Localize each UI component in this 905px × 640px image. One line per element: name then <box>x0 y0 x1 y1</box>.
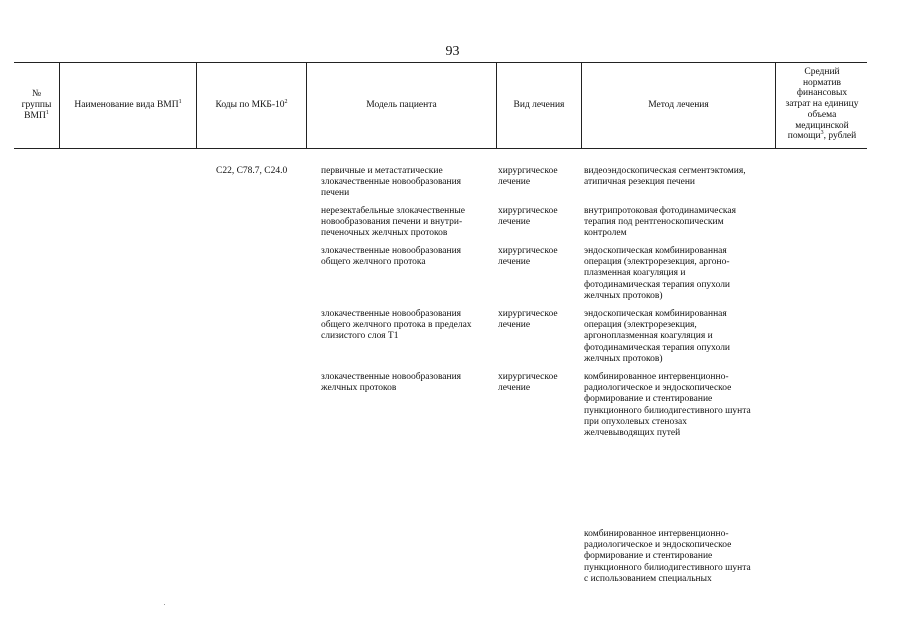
row-4-treatment-method: эндоскопическая комбинированная операция (электрорезекция, аргоноплазменная коагуляция и фотодинамическая терапия опухоли желчных протоков) <box>584 309 731 364</box>
header-icd-codes-text: Коды по МКБ-10 <box>215 100 285 110</box>
row-1-patient-model: первичные и метастатические злокачественные новообразования печени <box>321 166 462 199</box>
icd-codes-value: C22, C78.7, C24.0 <box>216 166 288 176</box>
row-4-patient-model: злокачественные новообразования общего желчного протока в пределах слизистого слоя T1 <box>321 309 472 342</box>
header-group-number-line1: № <box>31 89 42 99</box>
row-2-treatment-type: хирургическое лечение <box>498 206 558 228</box>
header-cost-norm-footnote: 3 <box>820 130 824 137</box>
header-vmp-name <box>60 63 196 148</box>
header-vmp-name-footnote: 1 <box>178 98 182 105</box>
row-2-patient-model: нерезектабельные злокачественные новообразования печени и внутри- печеночных желчных протоков <box>321 206 465 239</box>
scan-speck <box>164 604 165 605</box>
header-group-number-line2: группы <box>21 100 52 110</box>
header-treatment-method <box>582 63 775 148</box>
row-2-treatment-method: внутрипротоковая фотодинамическая терапия под рентгеноскопическим контролем <box>584 206 736 239</box>
row-1-treatment-type: хирургическое лечение <box>498 166 558 188</box>
header-cost-norm-text: Средний норматив финансовых затрат на единицу объема медицинской помощи <box>785 66 859 142</box>
row-3-treatment-type: хирургическое лечение <box>498 246 558 268</box>
row-3-patient-model: злокачественные новообразования общего желчного протока <box>321 246 462 268</box>
header-icd-codes <box>197 63 306 148</box>
header-group-number-line3: ВМП <box>24 111 46 121</box>
row-4-treatment-type: хирургическое лечение <box>498 309 558 331</box>
row-5-treatment-method: комбинированное интервенционно- радиологическое и эндоскопическое формирование и стентирование пункционного билиодигестивного шунта при опухолевых стенозах желчевыводящих путей <box>584 372 751 439</box>
header-group-number-footnote: 1 <box>45 109 49 116</box>
row-5-treatment-type: хирургическое лечение <box>498 372 558 394</box>
page-number: 93 <box>445 44 460 59</box>
header-patient-model-text: Модель пациента <box>366 100 437 110</box>
header-icd-codes-footnote: 2 <box>284 98 288 105</box>
header-treatment-method-text: Метод лечения <box>648 100 709 110</box>
header-cost-norm <box>776 61 868 148</box>
row-1-treatment-method: видеоэндоскопическая сегментэктомия, атипичная резекция печени <box>584 166 746 188</box>
header-patient-model <box>307 63 496 148</box>
header-cost-norm-suffix: , рублей <box>823 131 857 142</box>
header-treatment-type <box>497 63 581 148</box>
row-6-treatment-method: комбинированное интервенционно- радиологическое и эндоскопическое формирование и стентирование пункционного билиодигестивного шунта с использованием специальных <box>584 529 751 584</box>
header-vmp-name-text: Наименование вида ВМП <box>74 100 179 110</box>
table-header-bottom-border <box>14 148 867 149</box>
header-treatment-type-text: Вид лечения <box>513 100 565 110</box>
header-group-number <box>14 63 59 148</box>
row-3-treatment-method: эндоскопическая комбинированная операция (электрорезекция, аргоно- плазменная коагуляция и фотодинамическая терапия опухоли желчных протоков) <box>584 246 731 301</box>
row-5-patient-model: злокачественные новообразования желчных протоков <box>321 372 462 394</box>
